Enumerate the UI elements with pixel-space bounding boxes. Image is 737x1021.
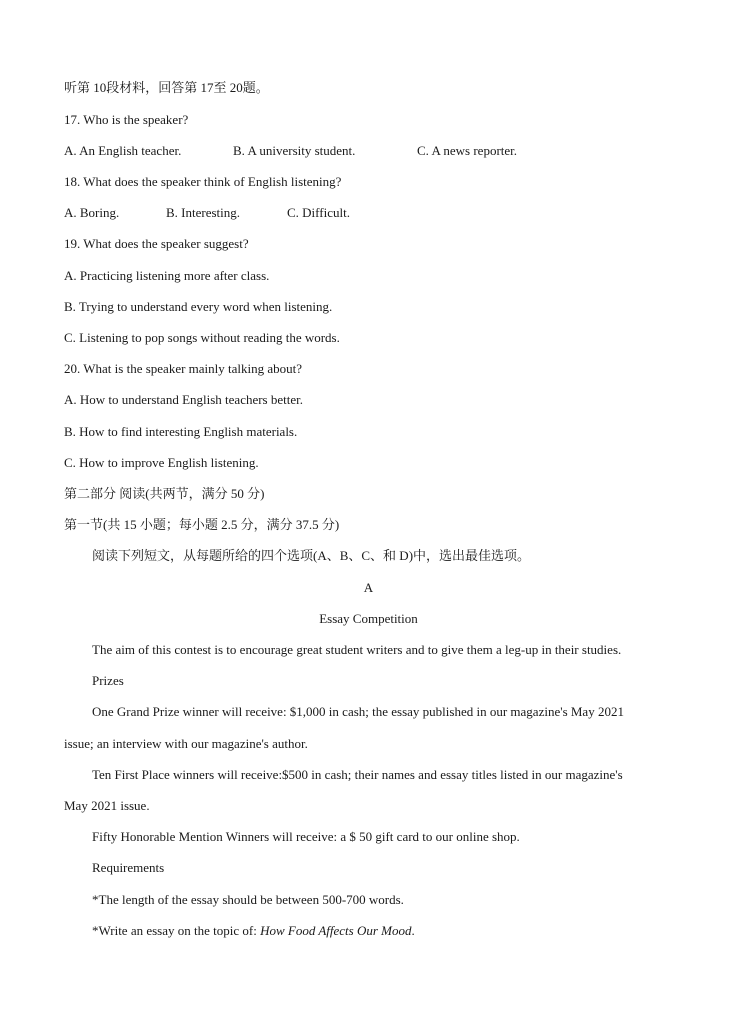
- option-b: B. Interesting.: [166, 205, 241, 220]
- question-20-option-b: B. How to find interesting English materials.: [64, 424, 298, 439]
- requirement-topic: [92, 923, 415, 939]
- grand-prize-line1: One Grand Prize winner will receive: $1,000 in cash; the essay published in our magazine's May 2021: [92, 704, 624, 719]
- option-a: A. An English teacher.: [64, 143, 182, 158]
- option-a: A. Boring.: [64, 205, 120, 220]
- option-b: B. A university student.: [233, 143, 356, 158]
- passage-title: Essay Competition: [319, 611, 418, 626]
- first-place-line2: May 2021 issue.: [64, 798, 150, 813]
- option-c: C. A news reporter.: [417, 143, 518, 158]
- question-19-option-c: C. Listening to pop songs without reading the words.: [64, 330, 340, 345]
- question-18-options: [64, 205, 350, 221]
- prizes-heading: Prizes: [92, 673, 124, 688]
- question-19-option-b: B. Trying to understand every word when listening.: [64, 299, 333, 314]
- passage-aim: The aim of this contest is to encourage great student writers and to give them a leg-up in their studies.: [92, 642, 622, 657]
- listening-intro: 听第 10段材料，回答第 17至 20题。: [64, 80, 269, 95]
- topic-prefix: *Write an essay on the topic of:: [92, 923, 261, 938]
- question-17: 17. Who is the speaker?: [64, 112, 189, 127]
- question-19: 19. What does the speaker suggest?: [64, 236, 249, 251]
- section1-heading: 第一节(共 15 小题；每小题 2.5 分，满分 37.5 分): [64, 517, 340, 532]
- option-c: C. Difficult.: [287, 205, 350, 220]
- reading-instruction: 阅读下列短文，从每题所给的四个选项(A、B、C、和 D)中，选出最佳选项。: [92, 548, 531, 563]
- question-20-option-a: A. How to understand English teachers better.: [64, 392, 303, 407]
- passage-letter: A: [363, 580, 374, 595]
- honorable-mention: Fifty Honorable Mention Winners will receive: a $ 50 gift card to our online shop.: [92, 829, 520, 844]
- question-20-option-c: C. How to improve English listening.: [64, 455, 259, 470]
- question-18: 18. What does the speaker think of English listening?: [64, 174, 342, 189]
- requirement-length: *The length of the essay should be between 500-700 words.: [92, 892, 404, 907]
- question-20: 20. What is the speaker mainly talking about?: [64, 361, 303, 376]
- grand-prize-line2: issue; an interview with our magazine's author.: [64, 736, 308, 751]
- first-place-line1: Ten First Place winners will receive:$500 in cash; their names and essay titles listed in our magazine's: [92, 767, 623, 782]
- topic-suffix: .: [411, 923, 415, 938]
- question-17-options: [64, 143, 517, 159]
- topic-title: How Food Affects Our Mood: [260, 923, 412, 938]
- question-19-option-a: A. Practicing listening more after class.: [64, 268, 270, 283]
- part2-heading: 第二部分 阅读(共两节，满分 50 分): [64, 486, 265, 501]
- requirements-heading: Requirements: [92, 860, 165, 875]
